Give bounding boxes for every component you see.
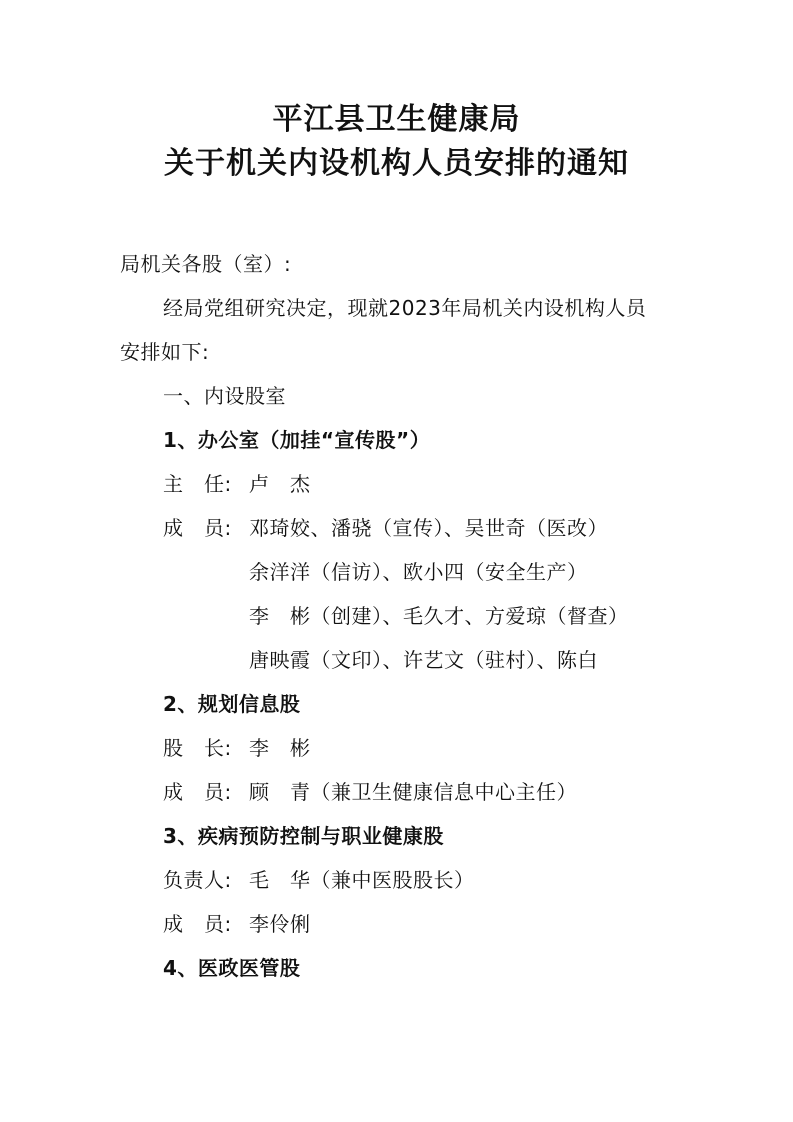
disease-members-names: 李伶俐 [249, 912, 311, 936]
office-members-line2: 余洋洋（信访）、欧小四（安全生产） [249, 560, 588, 584]
planning-members-label: 成 员: [163, 780, 232, 804]
intro-line2: 安排如下: [120, 340, 210, 364]
planning-chief-label: 股 长: [163, 736, 232, 760]
disease-heading: 3、疾病预防控制与职业健康股 [163, 824, 444, 848]
disease-lead-row [163, 866, 475, 894]
medical-heading: 4、医政医管股 [163, 956, 301, 980]
document-title-line2: 关于机关内设机构人员安排的通知 [164, 146, 629, 181]
planning-chief-row [163, 734, 311, 762]
salutation: 局机关各股（室）: [120, 252, 292, 276]
disease-lead-name: 毛 华（兼中医股股长） [249, 868, 475, 892]
office-director-name: 卢 杰 [249, 472, 311, 496]
office-heading: 1、办公室（加挂“宣传股”） [163, 428, 431, 452]
intro-line1: 经局党组研究决定，现就2023年局机关内设机构人员 [163, 296, 647, 320]
disease-lead-label: 负责人: [163, 868, 232, 892]
office-members-label: 成 员: [163, 516, 232, 540]
disease-members-label: 成 员: [163, 912, 232, 936]
section-heading-internal-departments: 一、内设股室 [163, 384, 286, 408]
disease-members-row [163, 910, 311, 938]
planning-members-row [163, 778, 577, 806]
planning-chief-name: 李 彬 [249, 736, 311, 760]
document-title-line1: 平江县卫生健康局 [272, 102, 521, 137]
planning-heading: 2、规划信息股 [163, 692, 301, 716]
office-members-row [163, 514, 608, 542]
planning-members-names: 顾 青（兼卫生健康信息中心主任） [249, 780, 577, 804]
office-director-label: 主 任: [163, 472, 232, 496]
office-members-line3: 李 彬（创建）、毛久才、方爱琼（督查） [249, 604, 629, 628]
office-members-line4: 唐映霞（文印）、许艺文（驻村）、陈白 [249, 648, 598, 672]
office-members-line1: 邓琦姣、潘骁（宣传）、吴世奇（医改） [249, 516, 608, 540]
office-director-row [163, 470, 311, 498]
